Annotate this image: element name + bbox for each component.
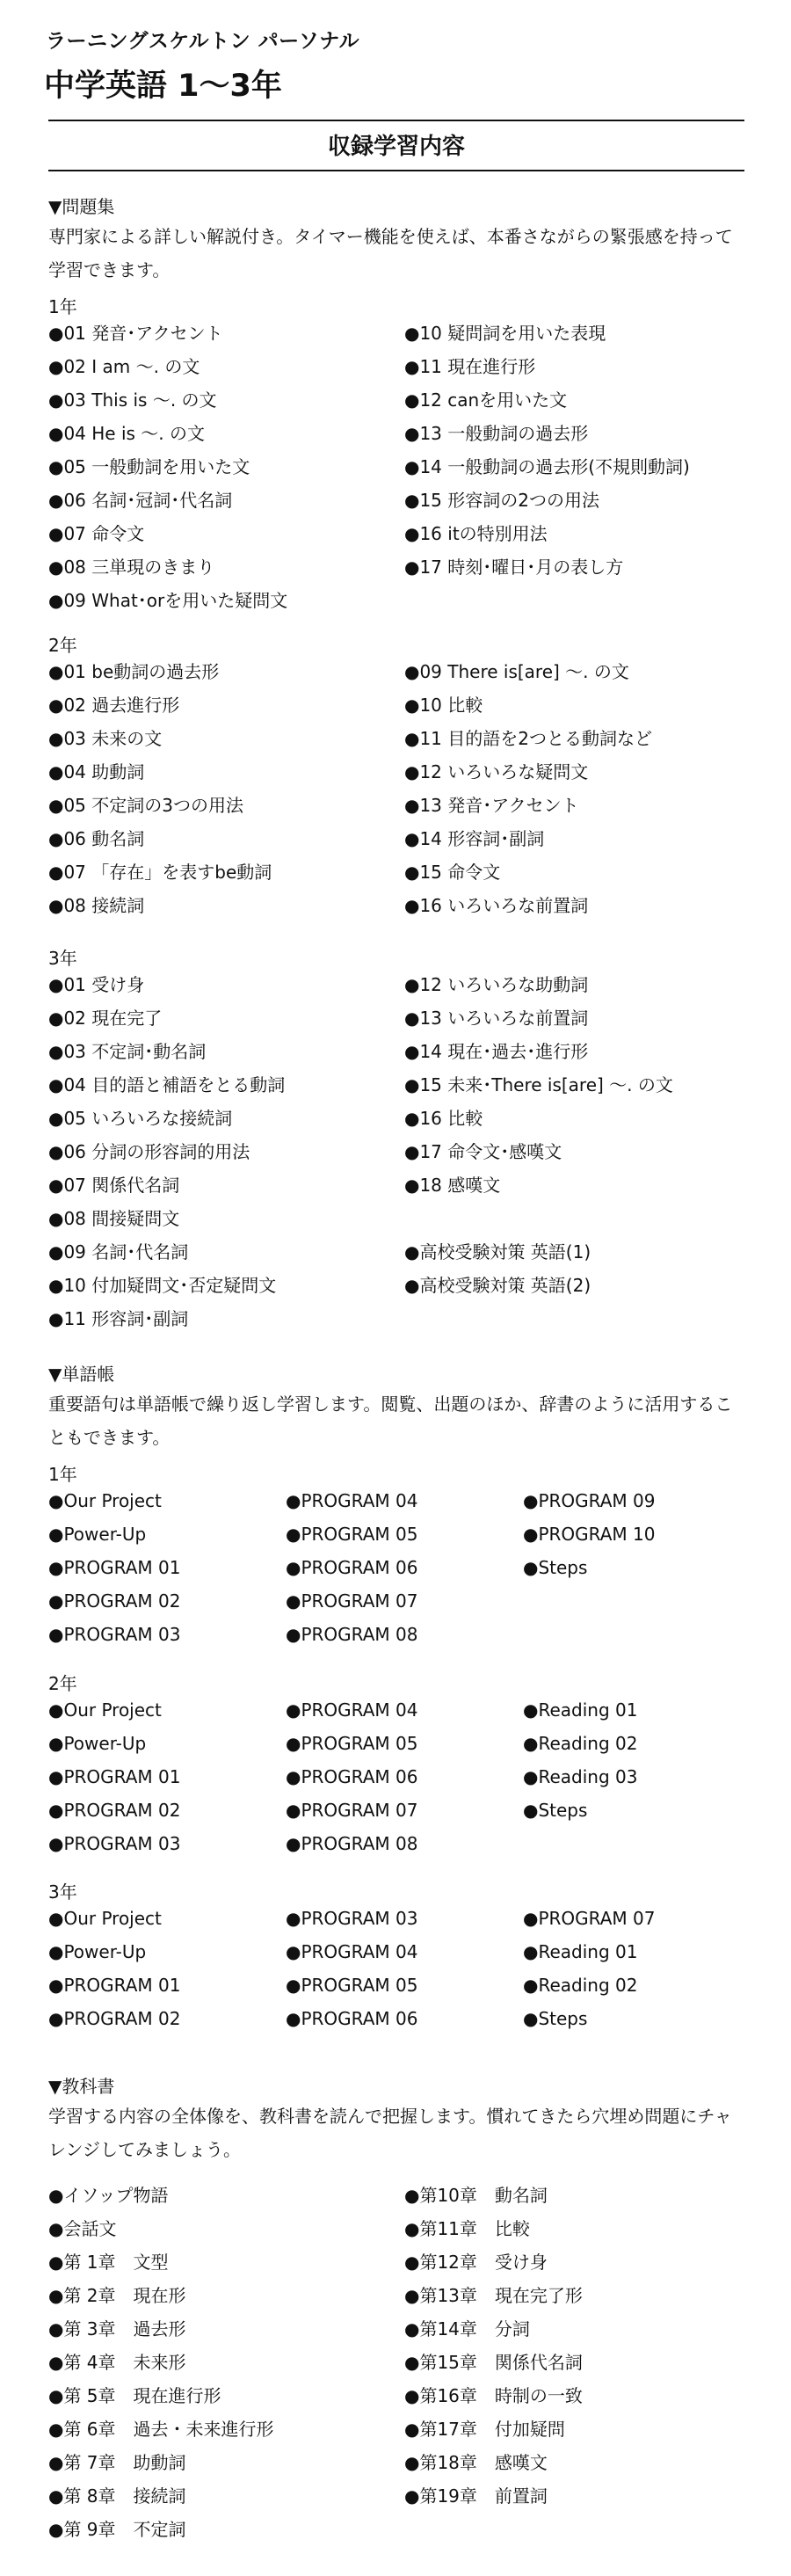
list-item: ●Reading 01 bbox=[523, 1941, 638, 1962]
list-item: ●09 There is[are] 〜. の文 bbox=[404, 661, 629, 682]
product-title: 中学英語 1〜3年 bbox=[44, 69, 282, 104]
tangocho-section bbox=[48, 1361, 751, 1454]
list-item: ●15 命令文 bbox=[404, 862, 501, 883]
tangocho-year-1 bbox=[48, 1461, 751, 1655]
list-item: ●04 He is 〜. の文 bbox=[48, 423, 206, 444]
tangocho-year1-grid bbox=[48, 1488, 751, 1655]
list-item: ●高校受験対策 英語(2) bbox=[404, 1275, 591, 1296]
list-item: ●Power-Up bbox=[48, 1524, 147, 1545]
list-item: ●第19章 前置詞 bbox=[404, 2485, 548, 2507]
list-item: ●Steps bbox=[523, 1800, 588, 1821]
list-item: ●Power-Up bbox=[48, 1733, 147, 1754]
list-item: ●第16章 時制の一致 bbox=[404, 2385, 583, 2406]
list-item: ●12 いろいろな助動詞 bbox=[404, 974, 589, 995]
list-item: ●Reading 02 bbox=[523, 1975, 638, 1996]
list-item: ●高校受験対策 英語(1) bbox=[404, 1241, 591, 1263]
list-item: ●第 9章 不定詞 bbox=[48, 2519, 186, 2540]
heading-bottom-rule bbox=[48, 170, 744, 171]
tangocho-description: 重要語句は単語帳で繰り返し学習します。閲覧、出題のほか、辞書のように活用することもできます。 bbox=[48, 1394, 733, 1448]
kyokasho-section bbox=[48, 2073, 751, 2166]
list-item: ●17 命令文･感嘆文 bbox=[404, 1141, 562, 1162]
mondaishu-year3-grid bbox=[48, 971, 751, 1339]
list-item: ●13 一般動詞の過去形 bbox=[404, 423, 589, 444]
list-item: ●PROGRAM 05 bbox=[286, 1524, 418, 1545]
list-item: ●Steps bbox=[523, 2008, 588, 2029]
list-item: ●PROGRAM 07 bbox=[286, 1590, 418, 1612]
list-item: ●第10章 動名詞 bbox=[404, 2185, 548, 2206]
list-item: ●第 6章 過去・未来進行形 bbox=[48, 2419, 274, 2440]
list-item: ●PROGRAM 07 bbox=[523, 1908, 656, 1929]
list-item: ●08 間接疑問文 bbox=[48, 1208, 180, 1229]
list-item: ●15 形容詞の2つの用法 bbox=[404, 490, 599, 511]
list-item: ●第17章 付加疑問 bbox=[404, 2419, 565, 2440]
list-item: ●PROGRAM 06 bbox=[286, 1557, 418, 1578]
list-item: ●16 itの特別用法 bbox=[404, 523, 548, 544]
list-item: ●02 過去進行形 bbox=[48, 695, 180, 716]
list-item: ●Reading 03 bbox=[523, 1766, 638, 1787]
list-item: ●第 8章 接続詞 bbox=[48, 2485, 186, 2507]
list-item: ●Reading 02 bbox=[523, 1733, 638, 1754]
list-item: ●06 動名詞 bbox=[48, 828, 145, 849]
list-item: ●PROGRAM 03 bbox=[48, 1833, 181, 1854]
list-item: ●PROGRAM 04 bbox=[286, 1699, 418, 1721]
list-item: ●PROGRAM 10 bbox=[523, 1524, 656, 1545]
list-item: ●04 目的語と補語をとる動詞 bbox=[48, 1074, 286, 1095]
year-label: 1年 bbox=[48, 1464, 77, 1485]
list-item: ●第 3章 過去形 bbox=[48, 2318, 186, 2340]
list-item: ●第11章 比較 bbox=[404, 2218, 530, 2239]
list-item: ●PROGRAM 02 bbox=[48, 1800, 181, 1821]
list-item: ●11 現在進行形 bbox=[404, 356, 536, 377]
list-item: ●08 三単現のきまり bbox=[48, 557, 215, 578]
year-label: 2年 bbox=[48, 1673, 77, 1694]
mondaishu-year-2 bbox=[48, 632, 751, 926]
list-item: ●07 「存在」を表すbe動詞 bbox=[48, 862, 272, 883]
list-item: ●15 未来･There is[are] 〜. の文 bbox=[404, 1074, 673, 1095]
list-item: ●PROGRAM 01 bbox=[48, 1975, 181, 1996]
heading-top-rule bbox=[48, 120, 744, 121]
mondaishu-description: 専門家による詳しい解説付き。タイマー機能を使えば、本番さながらの緊張感を持って学習できます。 bbox=[48, 226, 733, 280]
list-item: ●18 感嘆文 bbox=[404, 1175, 501, 1196]
year-label: 1年 bbox=[48, 296, 77, 317]
mondaishu-year1-grid bbox=[48, 320, 751, 621]
list-item: ●PROGRAM 03 bbox=[48, 1624, 181, 1645]
list-item: ●第 5章 現在進行形 bbox=[48, 2385, 221, 2406]
list-item: ●14 現在･過去･進行形 bbox=[404, 1041, 589, 1062]
list-item: ●PROGRAM 09 bbox=[523, 1490, 656, 1511]
list-item: ●PROGRAM 01 bbox=[48, 1766, 181, 1787]
tangocho-year-3 bbox=[48, 1879, 751, 2039]
mondaishu-year-1 bbox=[48, 294, 751, 621]
list-item: ●04 助動詞 bbox=[48, 761, 145, 782]
list-item: ●01 受け身 bbox=[48, 974, 145, 995]
list-item: ●07 関係代名詞 bbox=[48, 1175, 180, 1196]
list-item: ●PROGRAM 04 bbox=[286, 1490, 418, 1511]
tangocho-title: ▼単語帳 bbox=[48, 1364, 115, 1385]
list-item: ●05 一般動詞を用いた文 bbox=[48, 456, 250, 477]
mondaishu-section bbox=[48, 193, 751, 287]
mondaishu-title: ▼問題集 bbox=[48, 196, 115, 217]
list-item: ●PROGRAM 06 bbox=[286, 2008, 418, 2029]
kyokasho-list bbox=[48, 2182, 751, 2550]
list-item: ●02 現在完了 bbox=[48, 1008, 163, 1029]
list-item: ●PROGRAM 05 bbox=[286, 1733, 418, 1754]
list-item: ●PROGRAM 04 bbox=[286, 1941, 418, 1962]
list-item: ●第13章 現在完了形 bbox=[404, 2285, 583, 2306]
mondaishu-year-3 bbox=[48, 945, 751, 1339]
list-item: ●第12章 受け身 bbox=[404, 2252, 548, 2273]
tangocho-year2-grid bbox=[48, 1697, 751, 1864]
section-heading: 収録学習内容 bbox=[327, 134, 465, 160]
list-item: ●08 接続詞 bbox=[48, 895, 145, 916]
year-label: 3年 bbox=[48, 1881, 77, 1903]
list-item: ●14 形容詞･副詞 bbox=[404, 828, 545, 849]
list-item: ●Reading 01 bbox=[523, 1699, 638, 1721]
list-item: ●PROGRAM 06 bbox=[286, 1766, 418, 1787]
tangocho-year3-grid bbox=[48, 1905, 751, 2039]
kyokasho-description: 学習する内容の全体像を、教科書を読んで把握します。慣れてきたら穴埋め問題にチャレンジしてみましょう。 bbox=[48, 2106, 732, 2160]
list-item: ●PROGRAM 02 bbox=[48, 1590, 181, 1612]
list-item: ●16 いろいろな前置詞 bbox=[404, 895, 589, 916]
list-item: ●11 目的語を2つとる動詞など bbox=[404, 728, 652, 749]
list-item: ●PROGRAM 05 bbox=[286, 1975, 418, 1996]
list-item: ●10 疑問詞を用いた表現 bbox=[404, 323, 606, 344]
list-item: ●01 be動詞の過去形 bbox=[48, 661, 220, 682]
mondaishu-year2-grid bbox=[48, 659, 751, 926]
list-item: ●14 一般動詞の過去形(不規則動詞) bbox=[404, 456, 690, 477]
kyokasho-title: ▼教科書 bbox=[48, 2076, 115, 2097]
list-item: ●11 形容詞･副詞 bbox=[48, 1308, 189, 1329]
list-item: ●09 What･orを用いた疑問文 bbox=[48, 590, 288, 611]
list-item: ●第 2章 現在形 bbox=[48, 2285, 186, 2306]
list-item: ●Power-Up bbox=[48, 1941, 147, 1962]
kyokasho-grid bbox=[48, 2182, 751, 2550]
list-item: ●第 1章 文型 bbox=[48, 2252, 169, 2273]
list-item: ●PROGRAM 07 bbox=[286, 1800, 418, 1821]
list-item: ●09 名詞･代名詞 bbox=[48, 1241, 189, 1263]
year-label: 2年 bbox=[48, 635, 77, 656]
year-label: 3年 bbox=[48, 948, 77, 969]
list-item: ●Steps bbox=[523, 1557, 588, 1578]
list-item: ●13 いろいろな前置詞 bbox=[404, 1008, 589, 1029]
list-item: ●12 いろいろな疑問文 bbox=[404, 761, 589, 782]
list-item: ●05 いろいろな接続詞 bbox=[48, 1108, 233, 1129]
list-item: ●PROGRAM 08 bbox=[286, 1624, 418, 1645]
list-item: ●第 4章 未来形 bbox=[48, 2352, 186, 2373]
list-item: ●16 比較 bbox=[404, 1108, 483, 1129]
list-item: ●10 比較 bbox=[404, 695, 483, 716]
list-item: ●第14章 分詞 bbox=[404, 2318, 530, 2340]
list-item: ●PROGRAM 08 bbox=[286, 1833, 418, 1854]
list-item: ●第 7章 助動詞 bbox=[48, 2452, 186, 2473]
list-item: ●イソップ物語 bbox=[48, 2185, 169, 2206]
list-item: ●12 canを用いた文 bbox=[404, 389, 568, 411]
list-item: ●17 時刻･曜日･月の表し方 bbox=[404, 557, 624, 578]
list-item: ●Our Project bbox=[48, 1490, 162, 1511]
tangocho-year-2 bbox=[48, 1670, 751, 1864]
list-item: ●03 This is 〜. の文 bbox=[48, 389, 217, 411]
list-item: ●Our Project bbox=[48, 1699, 162, 1721]
list-item: ●03 未来の文 bbox=[48, 728, 163, 749]
list-item: ●第15章 関係代名詞 bbox=[404, 2352, 583, 2373]
list-item: ●05 不定詞の3つの用法 bbox=[48, 795, 243, 816]
list-item: ●02 I am 〜. の文 bbox=[48, 356, 200, 377]
list-item: ●03 不定詞･動名詞 bbox=[48, 1041, 207, 1062]
list-item: ●会話文 bbox=[48, 2218, 117, 2239]
list-item: ●第18章 感嘆文 bbox=[404, 2452, 548, 2473]
list-item: ●Our Project bbox=[48, 1908, 162, 1929]
list-item: ●01 発音･アクセント bbox=[48, 323, 223, 344]
list-item: ●13 発音･アクセント bbox=[404, 795, 579, 816]
list-item: ●PROGRAM 02 bbox=[48, 2008, 181, 2029]
list-item: ●PROGRAM 01 bbox=[48, 1557, 181, 1578]
list-item: ●PROGRAM 03 bbox=[286, 1908, 418, 1929]
list-item: ●10 付加疑問文･否定疑問文 bbox=[48, 1275, 277, 1296]
list-item: ●07 命令文 bbox=[48, 523, 145, 544]
product-subtitle: ラーニングスケルトン パーソナル bbox=[46, 30, 360, 53]
list-item: ●06 名詞･冠詞･代名詞 bbox=[48, 490, 233, 511]
list-item: ●06 分詞の形容詞的用法 bbox=[48, 1141, 250, 1162]
